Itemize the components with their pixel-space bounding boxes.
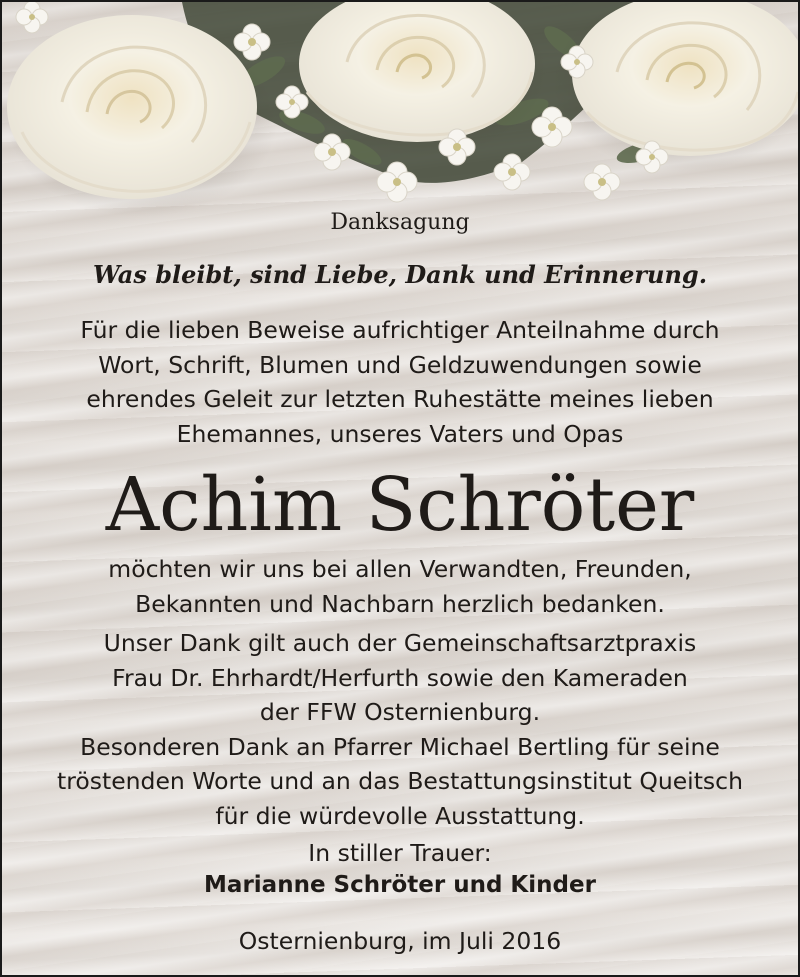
special-thanks-line: Besonderen Dank an Pfarrer Michael Bertling für seine (80, 732, 720, 761)
thanks-line: Bekannten und Nachbarn herzlich bedanken. (135, 589, 665, 618)
intro-line: Ehemannes, unseres Vaters und Opas (176, 419, 624, 448)
intro-line: Für die lieben Beweise aufrichtiger Anteilnahme durch (80, 316, 720, 344)
motto: Was bleibt, sind Liebe, Dank und Erinnerung. (92, 260, 708, 289)
special-thanks-line: tröstenden Worte und an das Bestattungsinstitut Queitsch (57, 767, 743, 795)
special-thanks-paragraph (2, 626, 798, 833)
place-date: Osternienburg, im Juli 2016 (238, 927, 562, 955)
white-roses-decoration (2, 2, 798, 217)
thanks-line: möchten wir uns bei allen Verwandten, Freunden, (108, 555, 692, 583)
special-thanks-line: für die würdevolle Ausstattung. (215, 801, 585, 830)
mourning-label: In stiller Trauer: (308, 839, 492, 867)
intro-paragraph (2, 313, 798, 451)
deceased-name: Achim Schröter (105, 462, 695, 548)
heading: Danksagung (330, 210, 470, 235)
signers: Marianne Schröter und Kinder (204, 872, 596, 898)
thanks-paragraph (2, 552, 798, 621)
intro-line: Wort, Schrift, Blumen und Geldzuwendungen sowie (98, 350, 702, 379)
special-thanks-line: Frau Dr. Ehrhardt/Herfurth sowie den Kameraden (112, 663, 688, 692)
special-thanks-line: der FFW Osternienburg. (259, 698, 541, 726)
special-thanks-line: Unser Dank gilt auch der Gemeinschaftsarztpraxis (103, 629, 697, 657)
intro-line: ehrendes Geleit zur letzten Ruhestätte meines lieben (86, 385, 714, 413)
